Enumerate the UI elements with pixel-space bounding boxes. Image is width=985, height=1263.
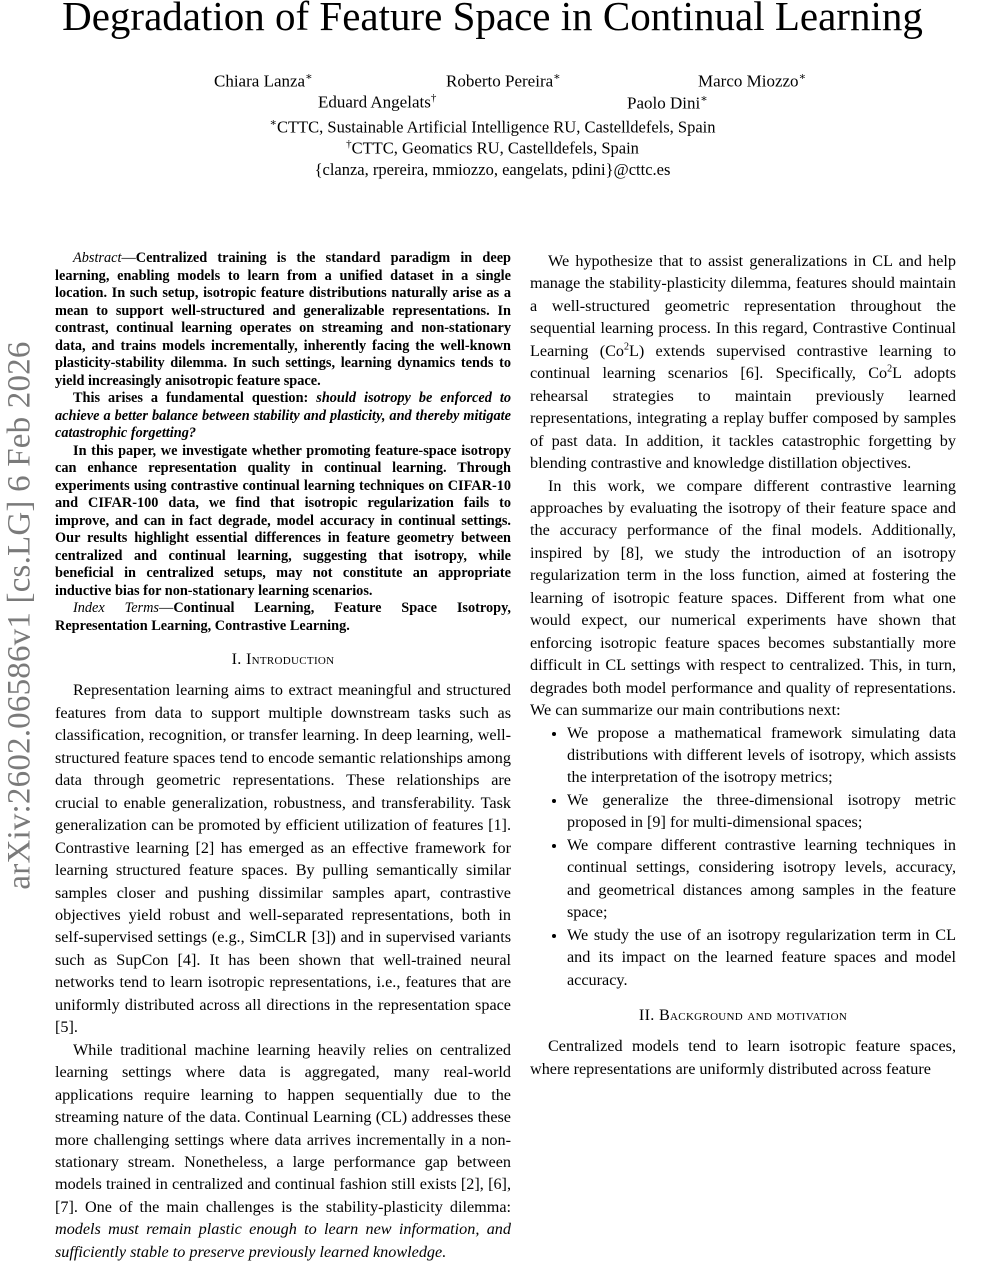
list-item: • We propose a mathematical framework simulating data distributions with different levels of isotropy, which assists the interpretation of the isotropy metrics; bbox=[567, 722, 956, 789]
list-item: • We compare different contrastive learning techniques in continual settings, considering isotropy levels, accuracy, and geometrical distances among samples in the feature space; bbox=[567, 834, 956, 924]
list-item: • We study the use of an isotropy regularization term in CL and its impact on the learned feature spaces and model accuracy. bbox=[567, 924, 956, 991]
body-paragraph: In this work, we compare different contrastive learning approaches by evaluating the isotropy of their feature space and the accuracy performance of the final models. Additionally, inspired by [8], we study the introduction of an isotropy regularization term in the loss function, aimed at fostering the learning of isotropic feature spaces. Different from what one would expect, our numerical experiments have shown that enforcing isotropic feature spaces becomes substantially more difficult in CL settings with respect to centralized. This, in turn, degrades both model performance and quality of representations. We can summarize our main contributions next: bbox=[530, 476, 956, 720]
author: Roberto Pereira∗ bbox=[446, 71, 561, 91]
body-paragraph: We hypothesize that to assist generalizations in CL and help manage the stability-plasticity dilemma, features should maintain a well-structured geometric representation throughout the sequential learning process. In this regard, Contrastive Continual Learning (Co$^2$L) extends supervised contrastive learning to continual learning scenarios [6]. Specifically, Co$^2$L adopts rehearsal strategies to maintain previously learned representations, integrating a replay buffer composed by samples of past data. In addition, it tackles catastrophic forgetting by blending contrastive and knowledge distillation objectives. bbox=[530, 252, 956, 473]
arxiv-identifier-text: arXiv:2602.06586v1 [cs.LG] 6 Feb 2026 bbox=[1, 340, 38, 890]
affiliation: ∗CTTC, Sustainable Artificial Intelligence RU, Castelldefels, Spain bbox=[269, 117, 716, 137]
index-terms: Index Terms—Continual Learning, Feature Space Isotropy, Representation Learning, Contrastive Learning. bbox=[55, 600, 511, 634]
body-paragraph: Representation learning aims to extract meaningful and structured features from data to support multiple downstream tasks such as classification, recognition, or transfer learning. In deep learning, well-structured feature spaces tend to encode semantic relationships among data through geometric representations. These relationships are crucial to enable generalization, robustness, and transferability. Task generalization can be promoted by efficient utilization of features [1]. Contrastive learning [2] has emerged as an effective framework for learning structured feature spaces. By pulling semantically similar samples closer and pushing dissimilar samples apart, contrastive objectives yield robust and well-separated representations, both in self-supervised settings (e.g., SimCLR [3]) and in supervised variants such as SupCon [4]. It has been shown that well-trained neural networks tend to learn isotropic representations, i.e., features that are uniformly distributed across all directions in the representation space [5]. bbox=[55, 681, 511, 1037]
right-column bbox=[530, 250, 956, 1080]
abstract-paragraph: Centralized training is the standard paradigm in deep learning, enabling models to learn from a unified dataset in a single location. In such setup, isotropic feature distributions naturally arise as a mean to support well-structured and generalizable representations. In contrast, continual learning operates on streaming and non-stationary data, and trains models incrementally, inherently facing the well-known plasticity-stability dilemma. In such settings, learning dynamics tends to yield increasingly anisotropic feature space. bbox=[55, 250, 511, 389]
affiliation: †CTTC, Geomatics RU, Castelldefels, Spain bbox=[346, 138, 639, 158]
abstract-paragraph: In this paper, we investigate whether promoting feature-space isotropy can enhance representation quality in continual learning. Through experiments using contrastive continual learning techniques on CIFAR-10 and CIFAR-100 data, we find that isotropic regularization fails to improve, and can in fact degrade, model accuracy in continual settings. Our results highlight essential differences in feature geometry between centralized and continual learning, suggesting that isotropy, while beneficial in centralized setups, may not constitute an appropriate inductive bias for non-stationary learning scenarios. bbox=[55, 442, 511, 599]
body-paragraph: While traditional machine learning heavily relies on centralized learning settings where data is aggregated, many real-world applications require learning to happen sequentially due to the streaming nature of the data. Continual Learning (CL) addresses these more challenging settings where data arrives incrementally in a non-stationary stream. Nonetheless, a large performance gap between models trained in centralized and continual fashion still exists [2], [6], [7]. One of the main challenges is the stability-plasticity dilemma: models must remain plastic enough to learn new information, and sufficiently stable to preserve previously learned knowledge. bbox=[55, 1040, 511, 1261]
author: Chiara Lanza∗ bbox=[214, 71, 313, 91]
abstract-question: should isotropy be enforced to achieve a better balance between stability and plasticity, and thereby mitigate catastrophic forgetting? bbox=[55, 390, 511, 441]
author: Eduard Angelats† bbox=[318, 92, 437, 112]
author-emails: {clanza, rpereira, mmiozzo, eangelats, pdini}@cttc.es bbox=[314, 160, 671, 179]
body-paragraph: Centralized models tend to learn isotropic feature spaces, where representations are uniformly distributed across feature bbox=[530, 1037, 956, 1078]
abstract: Abstract—Centralized training is the standard paradigm in deep learning, enabling models to learn from a unified dataset in a single location. In such setup, isotropic feature distributions naturally arise as a mean to support well-structured and generalizable representations. In contrast, continual learning operates on streaming and non-stationary data, and trains models incrementally, inherently facing the well-known plasticity-stability dilemma. In such settings, learning dynamics tends to yield increasingly anisotropic feature space. This arises a fundamental question: should isotropy be enforced to achieve a better balance between stability and plasticity, and thereby mitigate catastrophic forgetting? In this paper, we investigate whether promoting feature-space isotropy can enhance representation quality in continual learning. Through experiments using contrastive continual learning techniques on CIFAR-10 and CIFAR-100 data, we find that isotropic regularization fails to improve, and can in fact degrade, model accuracy in continual settings. Our results highlight essential differences in feature geometry between centralized and continual learning, suggesting that isotropy, while beneficial in centralized setups, may not constitute an appropriate inductive bias for non-stationary learning scenarios. Index Terms—Continual Learning, Feature Space Isotropy, Representation Learning, Contrastive Learning. bbox=[55, 250, 511, 634]
contributions-list bbox=[530, 722, 956, 991]
author-block bbox=[0, 70, 985, 114]
left-column bbox=[55, 250, 511, 1263]
section-heading-introduction: I. Introduction bbox=[231, 650, 335, 668]
list-item: • We generalize the three-dimensional isotropy metric proposed in [9] for multi-dimensional spaces; bbox=[567, 789, 956, 834]
abstract-label: Abstract bbox=[73, 250, 122, 266]
author: Paolo Dini∗ bbox=[627, 93, 708, 113]
section-heading-background: II. Background and motivation bbox=[638, 1005, 848, 1024]
author: Marco Miozzo∗ bbox=[698, 71, 807, 91]
arxiv-identifier bbox=[0, 295, 40, 935]
paper-title: Degradation of Feature Space in Continual Learning bbox=[62, 0, 923, 39]
